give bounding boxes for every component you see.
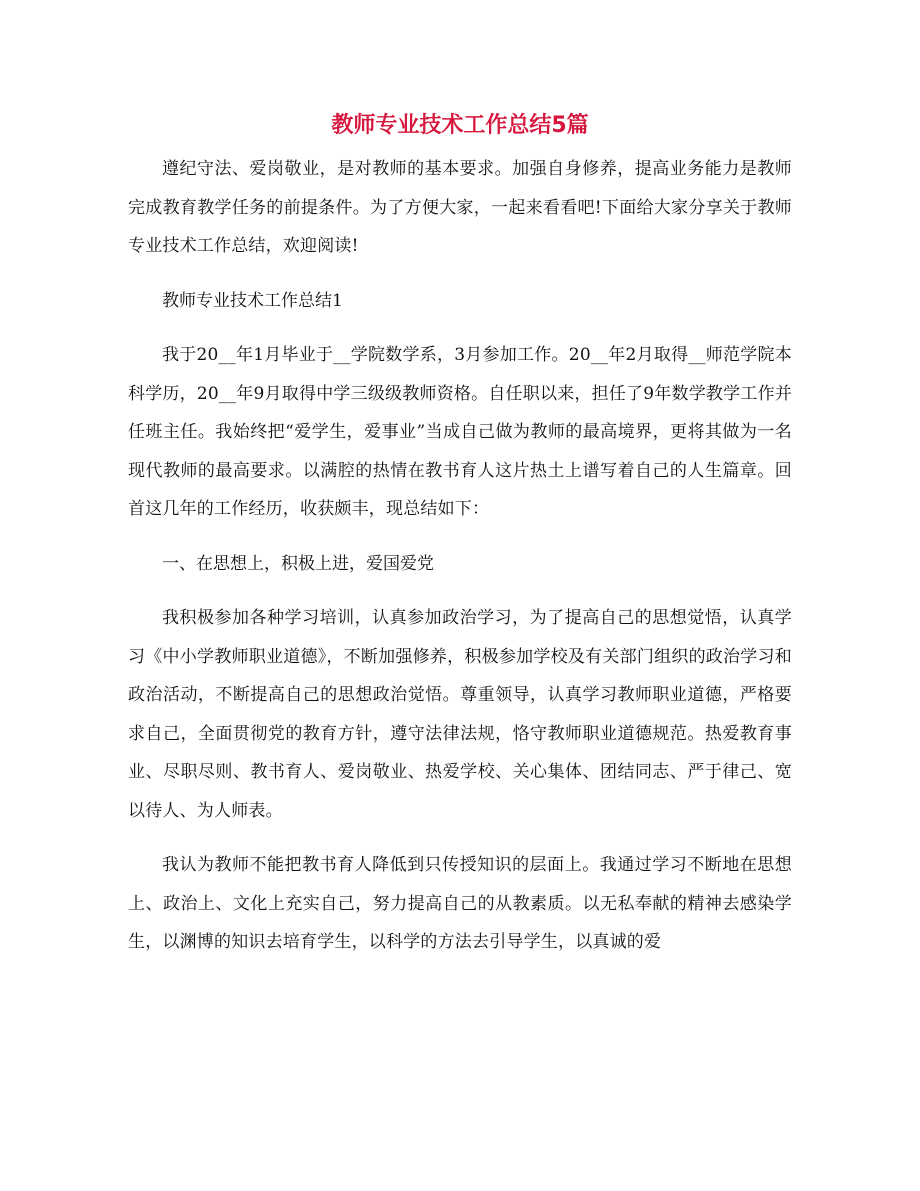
thought-paragraph: 我积极参加各种学习培训，认真参加政治学习，为了提高自己的思想觉悟，认真学习《中小学教师职业道德》，不断加强修养，积极参加学校及有关部门组织的政治学习和政治活动，不断提高自己的思想政治觉悟。尊重领导，认真学习教师职业道德，严格要求自己，全面贯彻党的教育方针，遵守法律法规，恪守教师职业道德规范。热爱教育事业、尽职尽则、教书育人、爱岗敬业、热爱学校、关心集体、团结同志、严于律己、宽以待人、为人师表。 [128, 608, 792, 821]
intro-paragraph: 遵纪守法、爱岗敬业，是对教师的基本要求。加强自身修养，提高业务能力是教师完成教育教学任务的前提条件。为了方便大家，一起来看看吧!下面给大家分享关于教师专业技术工作总结，欢迎阅读! [128, 159, 792, 256]
teaching-paragraph: 我认为教师不能把教书育人降低到只传授知识的层面上。我通过学习不断地在思想上、政治上、文化上充实自己，努力提高自己的从教素质。以无私奉献的精神去感染学生，以渊博的知识去培育学生，以科学的方法去引导学生，以真诚的爱 [128, 855, 792, 952]
document-body [128, 150, 792, 978]
document-title: 教师专业技术工作总结5篇 [331, 113, 589, 138]
background-paragraph: 我于20__年1月毕业于__学院数学系，3月参加工作。20__年2月取得__师范学院本科学历，20__年9月取得中学三级级教师资格。自任职以来，担任了9年数学教学工作并任班主任。我始终把“爱学生，爱事业”当成自己做为教师的最高境界，更将其做为一名现代教师的最高要求。以满腔的热情在教书育人这片热土上谱写着自己的人生篇章。回首这几年的工作经历，收获颇丰，现总结如下： [128, 345, 792, 519]
section-heading-thought: 一、在思想上，积极上进，爱国爱党 [162, 553, 434, 574]
section-heading-summary-1: 教师专业技术工作总结1 [162, 290, 343, 311]
